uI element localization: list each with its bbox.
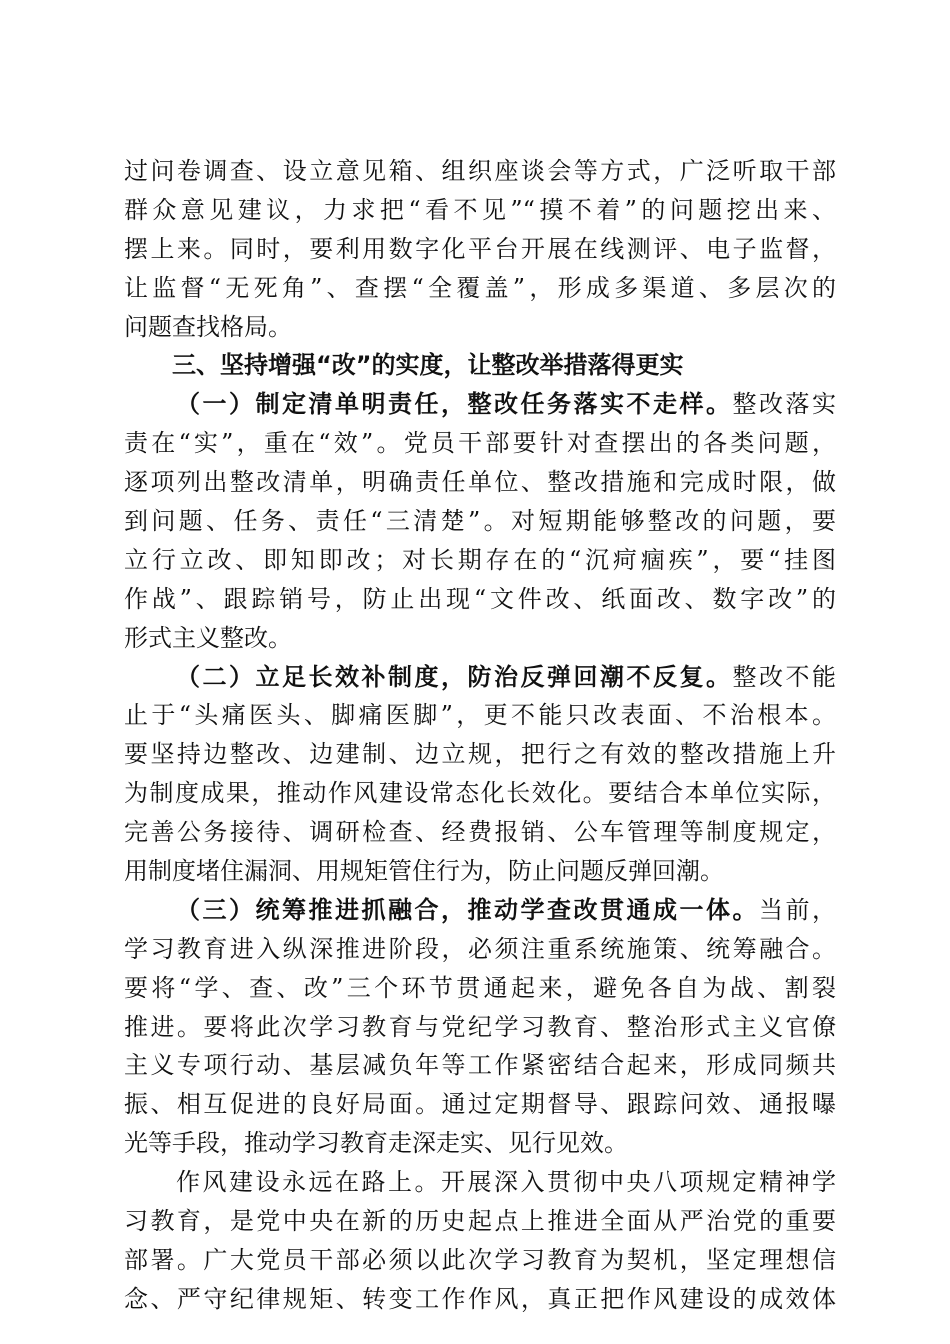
item-1-first-line xyxy=(124,385,836,424)
item-3-first-line xyxy=(124,891,836,930)
paragraph-line: 完善公务接待、调研检查、经费报销、公车管理等制度规定， xyxy=(124,818,836,847)
item-2-title: （二）立足长效补制度，防治反弹回潮不反复。 xyxy=(176,661,733,691)
closing-first-line: 作风建设永远在路上。开展深入贯彻中央八项规定精神学 xyxy=(176,1168,836,1197)
paragraph-line: 过问卷调查、设立意见箱、组织座谈会等方式，广泛听取干部 xyxy=(124,157,836,185)
section-heading: 三、坚持增强“改”的实度，让整改举措落得更实 xyxy=(172,351,684,380)
paragraph-line: 主义专项行动、基层减负年等工作紧密结合起来，形成同频共 xyxy=(124,1051,836,1080)
paragraph-line: 学习教育进入纵深推进阶段，必须注重系统施策、统筹融合。 xyxy=(124,934,836,963)
paragraph-line: 作战”、跟踪销号，防止出现“文件改、纸面改、数字改”的 xyxy=(124,584,836,613)
paragraph-line: 问题查找格局。 xyxy=(124,312,292,341)
paragraph-line: 光等手段，推动学习教育走深走实、见行见效。 xyxy=(124,1129,628,1158)
paragraph-line: 止于“头痛医头、脚痛医脚”，更不能只改表面、不治根本。 xyxy=(124,701,836,730)
item-3-title: （三）统筹推进抓融合，推动学查改贯通成一体。 xyxy=(176,894,759,924)
paragraph-line: 形式主义整改。 xyxy=(124,623,292,652)
item-1-title: （一）制定清单明责任，整改任务落实不走样。 xyxy=(176,389,733,419)
item-2-first-line xyxy=(124,658,836,697)
paragraph-line: 让监督“无死角”、查摆“全覆盖”，形成多渠道、多层次的 xyxy=(124,273,836,302)
paragraph-line: 习教育，是党中央在新的历史起点上推进全面从严治党的重要 xyxy=(124,1207,836,1236)
item-3-first-rest: 当前， xyxy=(759,895,836,924)
paragraph-line: 部署。广大党员干部必须以此次学习教育为契机，坚定理想信 xyxy=(124,1245,836,1274)
paragraph-line: 要坚持边整改、边建制、边立规，把行之有效的整改措施上升 xyxy=(124,740,836,769)
paragraph-line: 要将“学、查、改”三个环节贯通起来，避免各自为战、割裂 xyxy=(124,973,836,1002)
paragraph-line: 逐项列出整改清单，明确责任单位、整改措施和完成时限，做 xyxy=(124,468,836,497)
item-1-first-rest: 整改落实 xyxy=(732,390,836,419)
paragraph-line: 推进。要将此次学习教育与党纪学习教育、整治形式主义官僚 xyxy=(124,1012,836,1041)
paragraph-line: 用制度堵住漏洞、用规矩管住行为，防止问题反弹回潮。 xyxy=(124,857,724,886)
document-body xyxy=(124,152,836,1319)
paragraph-line: 群众意见建议，力求把“看不见”“摸不着”的问题挖出来、 xyxy=(124,195,836,224)
paragraph-line: 振、相互促进的良好局面。通过定期督导、跟踪问效、通报曝 xyxy=(124,1090,836,1119)
paragraph-line: 为制度成果，推动作风建设常态化长效化。要结合本单位实际， xyxy=(124,779,836,808)
paragraph-line: 念、严守纪律规矩、转变工作作风，真正把作风建设的成效体 xyxy=(124,1284,836,1313)
paragraph-line: 立行立改、即知即改；对长期存在的“沉疴痼疾”，要“挂图 xyxy=(124,545,836,574)
paragraph-line: 责在“实”，重在“效”。党员干部要针对查摆出的各类问题， xyxy=(124,429,836,458)
paragraph-line: 到问题、任务、责任“三清楚”。对短期能够整改的问题，要 xyxy=(124,507,836,536)
paragraph-line: 摆上来。同时，要利用数字化平台开展在线测评、电子监督， xyxy=(124,234,836,263)
item-2-first-rest: 整改不能 xyxy=(732,662,836,691)
